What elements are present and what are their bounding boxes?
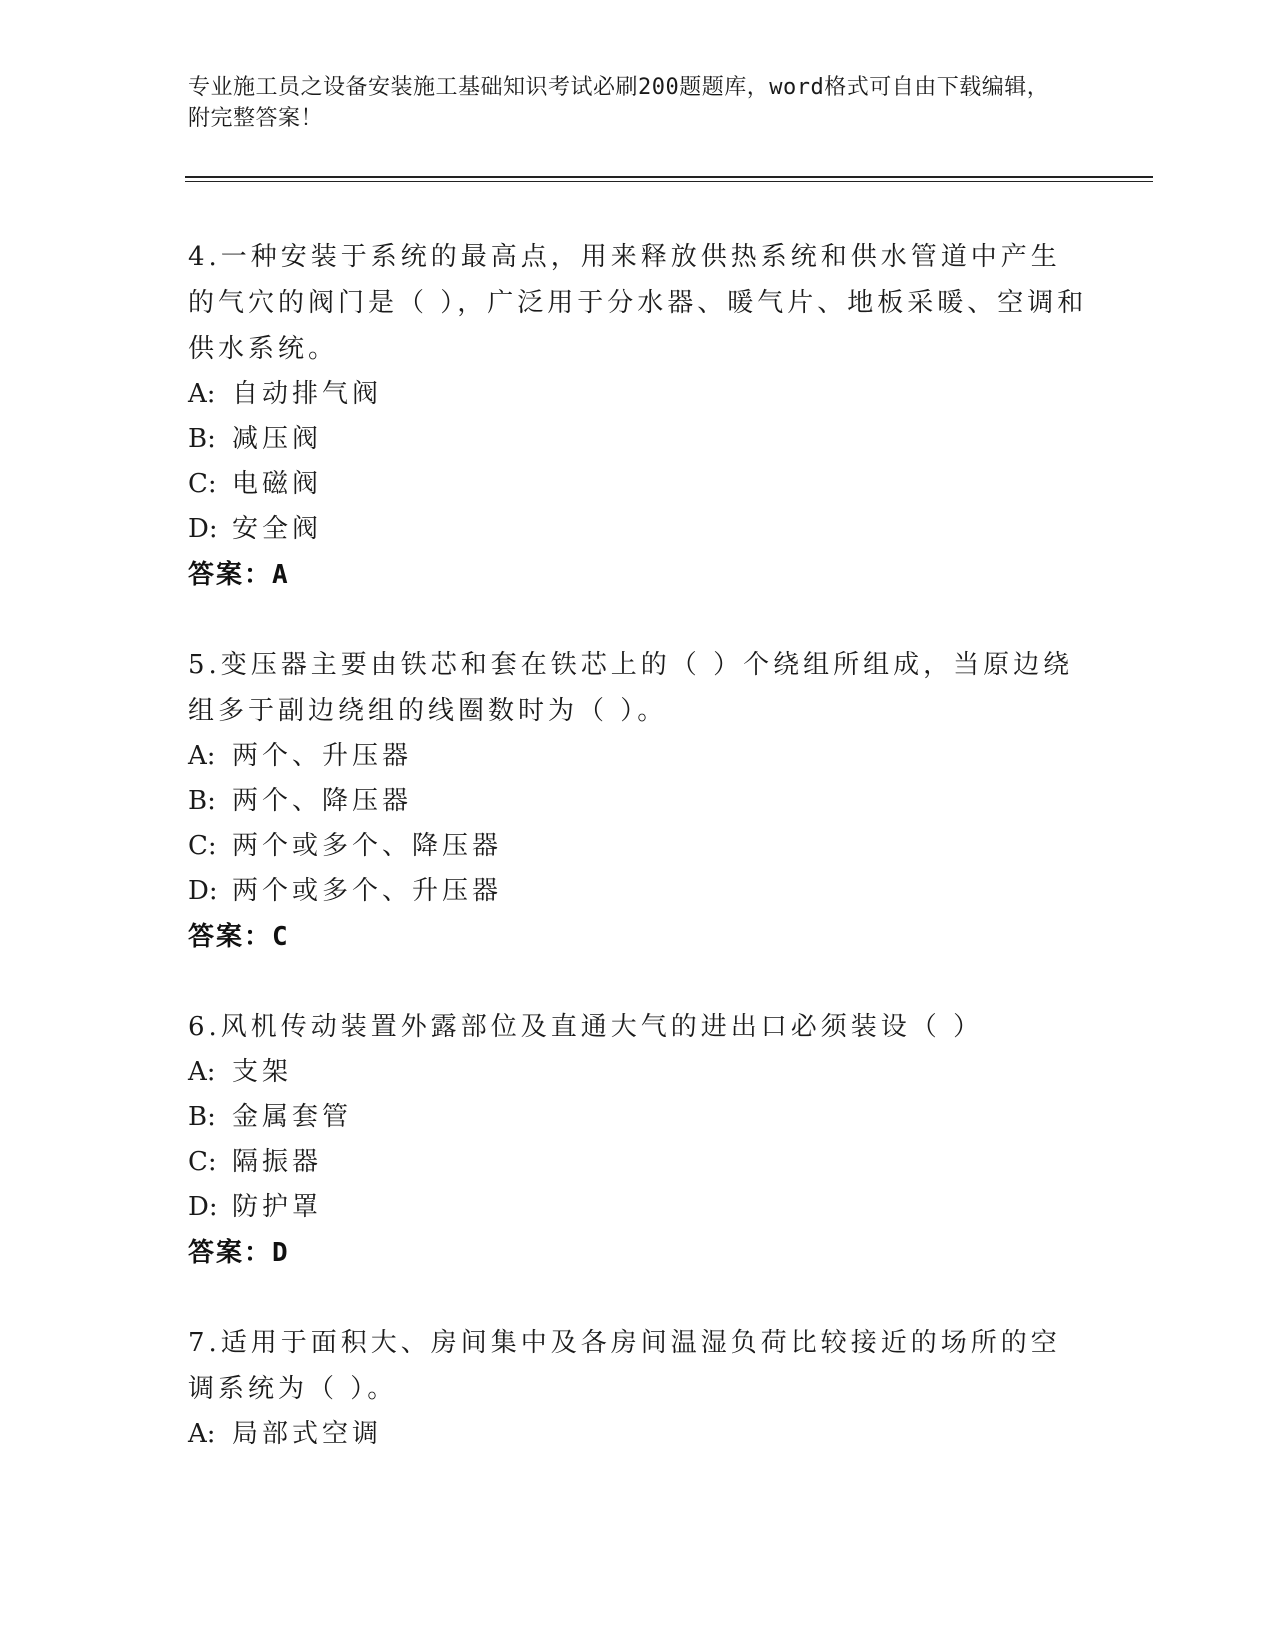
option-c	[188, 824, 1088, 869]
option-letter: B:	[188, 786, 216, 816]
option-d	[188, 869, 1088, 914]
option-text: 隔振器	[232, 1147, 323, 1177]
option-letter: C:	[188, 1147, 217, 1177]
option-c	[188, 462, 1088, 507]
answer-value: A	[272, 560, 290, 590]
option-text: 防护罩	[232, 1192, 323, 1222]
option-text: 自动排气阀	[232, 379, 383, 409]
option-text: 两个、降压器	[232, 786, 413, 816]
answer-value: C	[272, 922, 290, 952]
option-text: 支架	[232, 1057, 293, 1087]
question-5	[188, 642, 1088, 960]
header-divider	[185, 176, 1153, 182]
option-a	[188, 372, 1088, 417]
option-text: 安全阀	[232, 514, 323, 544]
option-text: 减压阀	[232, 424, 323, 454]
option-c	[188, 1140, 1088, 1185]
option-letter: B:	[188, 1102, 216, 1132]
option-text: 金属套管	[232, 1102, 353, 1132]
option-letter: A:	[188, 1057, 216, 1087]
answer-label: 答案：	[188, 1238, 273, 1268]
option-letter: B:	[188, 424, 216, 454]
answer-line	[188, 1230, 1088, 1276]
question-7	[188, 1320, 1088, 1457]
question-4	[188, 234, 1088, 598]
answer-label: 答案：	[188, 560, 273, 590]
header-title: 专业施工员之设备安装施工基础知识考试必刷200题题库，word格式可自由下载编辑，附完整答案！	[188, 75, 1050, 131]
question-list	[188, 234, 1088, 1501]
option-letter: C:	[188, 831, 217, 861]
option-a	[188, 1412, 1088, 1457]
question-stem: 4.一种安装于系统的最高点，用来释放供热系统和供水管道中产生的气穴的阀门是（ ），广泛用于分水器、暖气片、地板采暖、空调和供水系统。	[188, 242, 1088, 364]
option-b	[188, 779, 1088, 824]
option-letter: A:	[188, 1419, 216, 1449]
option-d	[188, 507, 1088, 552]
option-letter: D:	[188, 876, 218, 906]
answer-line	[188, 914, 1088, 960]
question-stem: 7.适用于面积大、房间集中及各房间温湿负荷比较接近的场所的空调系统为（ ）。	[188, 1328, 1061, 1404]
question-6	[188, 1004, 1088, 1276]
option-a	[188, 734, 1088, 779]
answer-line	[188, 552, 1088, 598]
option-b	[188, 1095, 1088, 1140]
document-header	[188, 72, 1068, 134]
option-text: 两个或多个、降压器	[232, 831, 503, 861]
question-stem: 6.风机传动装置外露部位及直通大气的进出口必须装设（ ）	[188, 1012, 984, 1042]
option-d	[188, 1185, 1088, 1230]
option-letter: A:	[188, 741, 216, 771]
option-text: 电磁阀	[232, 469, 323, 499]
question-stem: 5.变压器主要由铁芯和套在铁芯上的（ ）个绕组所组成，当原边绕组多于副边绕组的线圈数时为（ ）。	[188, 650, 1074, 726]
option-text: 两个、升压器	[232, 741, 413, 771]
answer-value: D	[272, 1238, 290, 1268]
option-b	[188, 417, 1088, 462]
option-text: 两个或多个、升压器	[232, 876, 503, 906]
option-a	[188, 1050, 1088, 1095]
option-letter: A:	[188, 379, 216, 409]
option-letter: C:	[188, 469, 217, 499]
answer-label: 答案：	[188, 922, 273, 952]
option-letter: D:	[188, 514, 218, 544]
option-text: 局部式空调	[232, 1419, 383, 1449]
option-letter: D:	[188, 1192, 218, 1222]
